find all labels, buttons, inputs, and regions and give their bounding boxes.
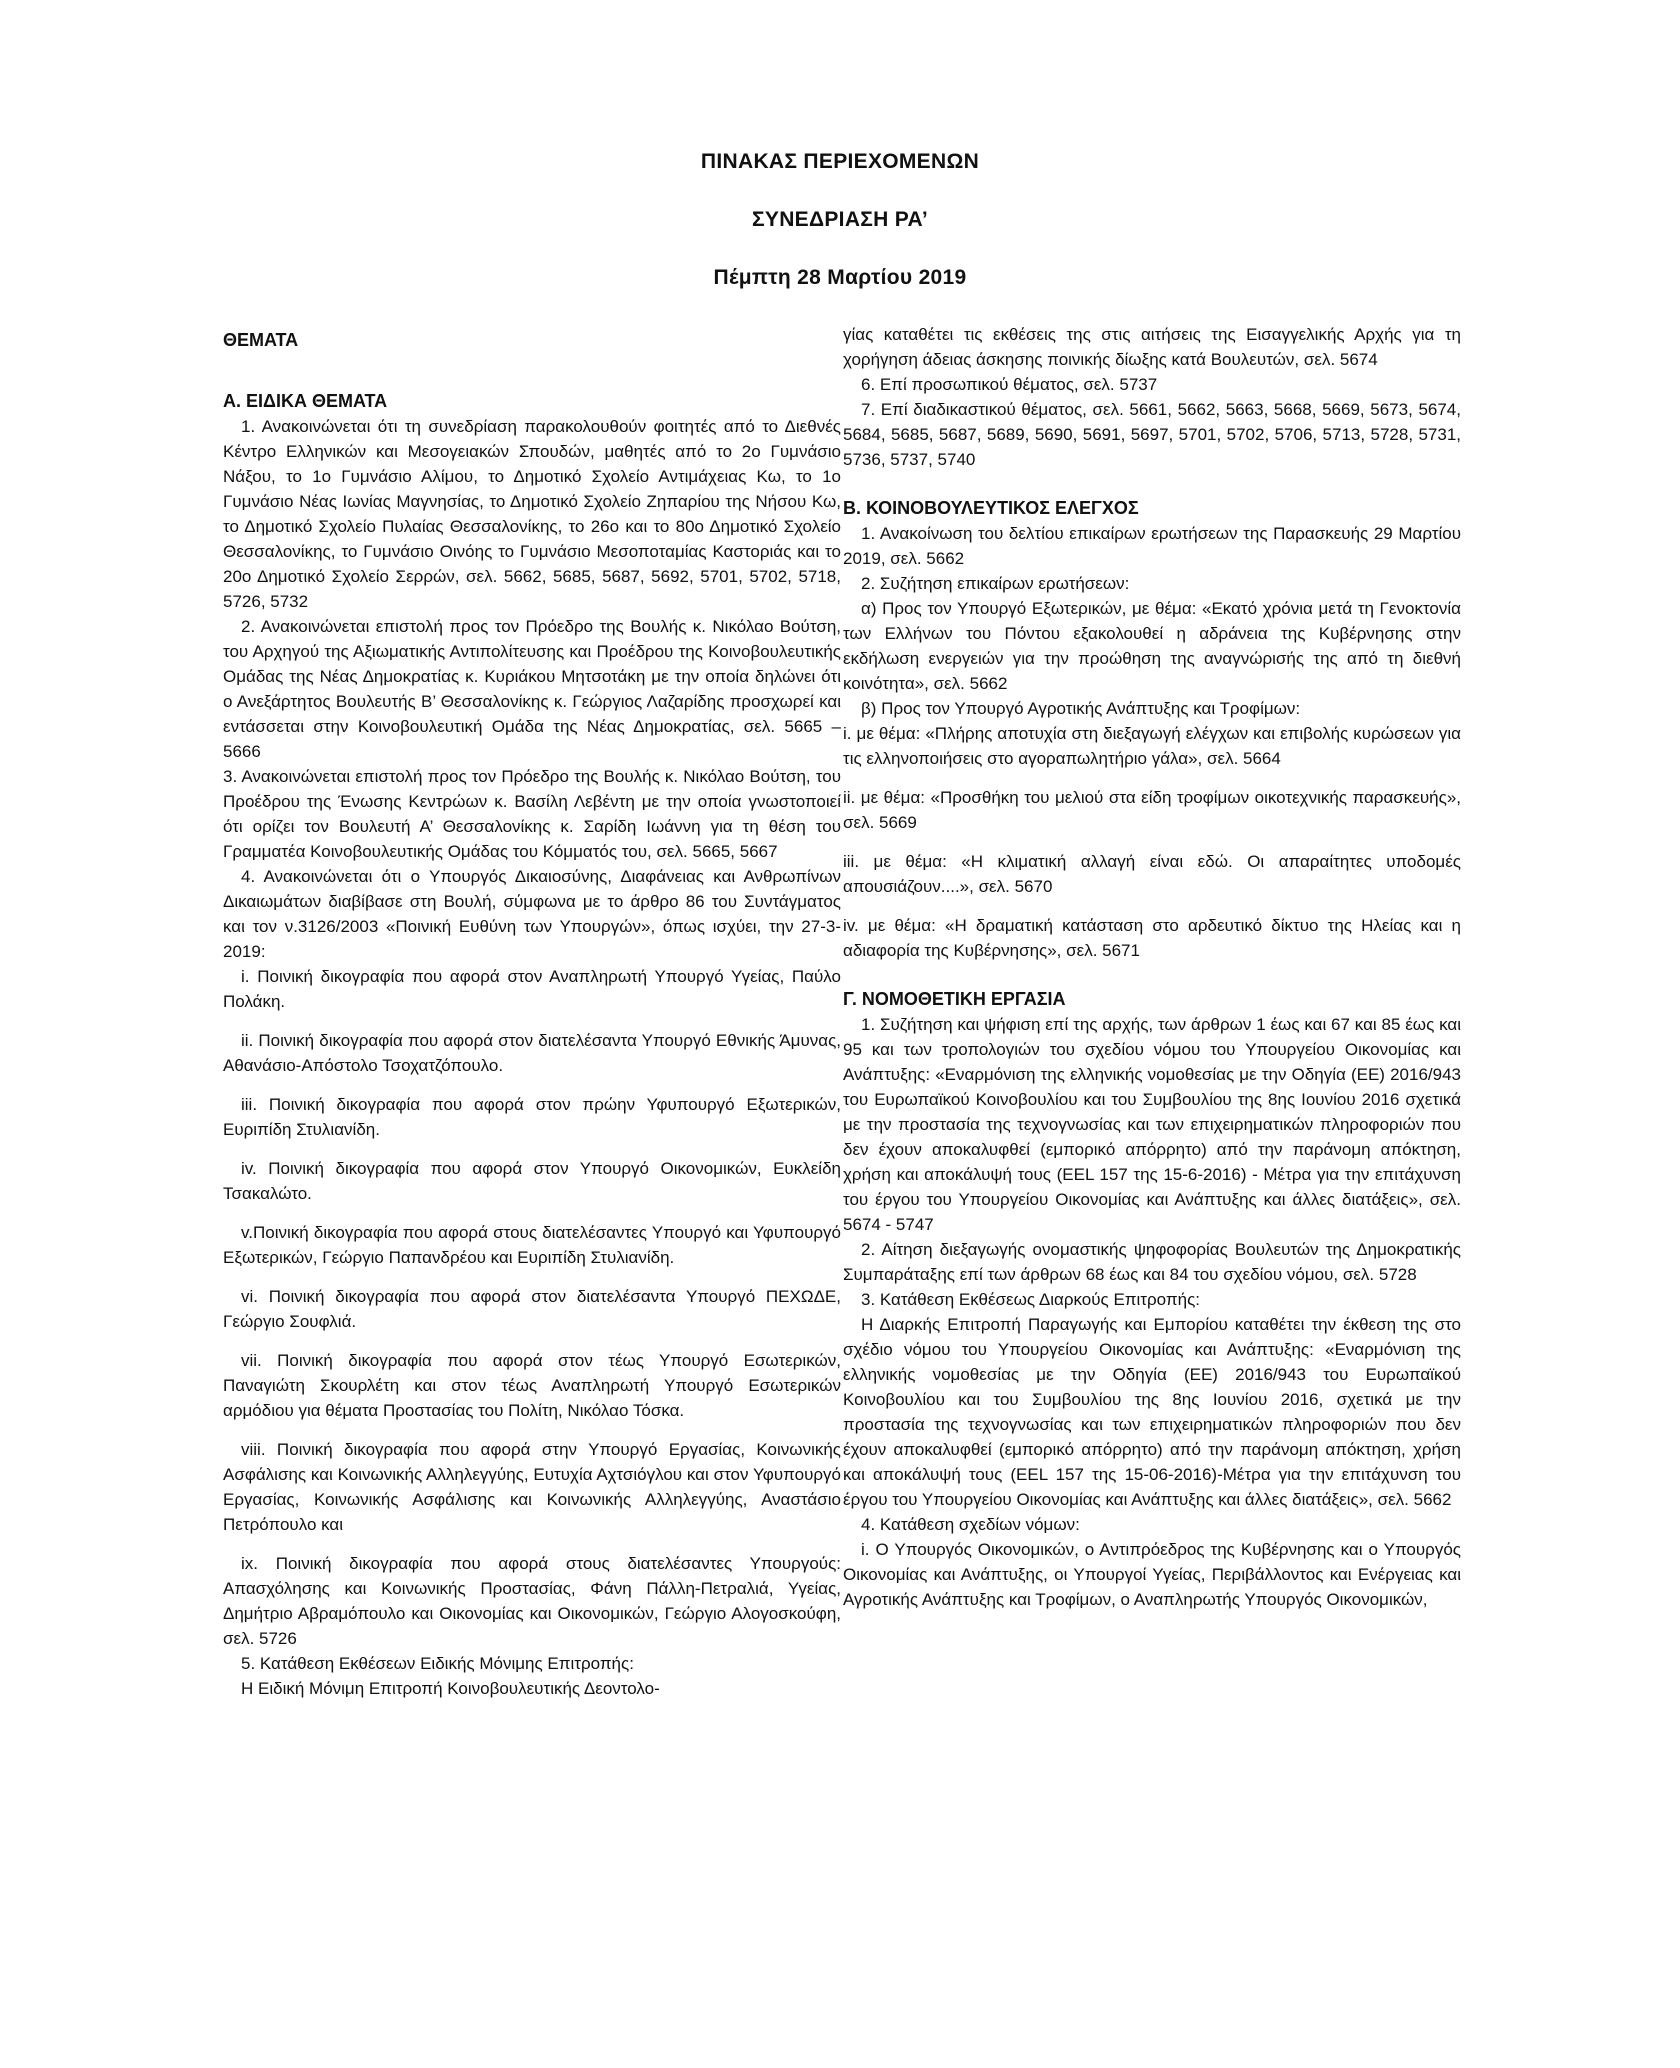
document-header bbox=[0, 150, 1680, 290]
toc-title: ΠΙΝΑΚΑΣ ΠΕΡΙΕΧΟΜΕΝΩΝ bbox=[700, 150, 980, 173]
session-date: Πέμπτη 28 Μαρτίου 2019 bbox=[713, 266, 967, 289]
subitem-vi: vi. Ποινική δικογραφία που αφορά στον διατελέσαντα Υπουργό ΠΕΧΩΔΕ, Γεώργιο Σουφλιά. bbox=[223, 1287, 841, 1331]
item-b2-b-ii: ii. με θέμα: «Προσθήκη του μελιού στα είδη τροφίμων οικοτεχνικής παρασκευής», σελ. 5669 bbox=[843, 788, 1461, 832]
subitem-v: v.Ποινική δικογραφία που αφορά στους διατελέσαντες Υπουργό και Υφυπουργό Εξωτερικών, Γεώργιο Παπανδρέου και Ευριπίδη Στυλιανίδη. bbox=[223, 1223, 841, 1267]
item-a5-text: Η Ειδική Μόνιμη Επιτροπή Κοινοβουλευτικής Δεοντολο- bbox=[241, 1679, 660, 1698]
themata-heading: ΘΕΜΑΤΑ bbox=[223, 330, 299, 350]
item-a4: 4. Ανακοινώνεται ότι ο Υπουργός Δικαιοσύνης, Διαφάνειας και Ανθρωπίνων Δικαιωμάτων διαβίβασε στη Βουλή, σύμφωνα με το άρθρο 86 του Συντάγματος και τον ν.3126/2003 «Ποινική Ευθύνη των Υπουργών», όπως ισχύει, την 27-3-2019: bbox=[223, 867, 841, 961]
right-column bbox=[843, 322, 1461, 1612]
section-a-heading: Α. ΕΙΔΙΚΑ ΘΕΜΑΤΑ bbox=[223, 391, 388, 411]
item-b2-b-iv: iv. με θέμα: «Η δραματική κατάσταση στο αρδευτικό δίκτυο της Ηλείας και η αδιαφορία της Κυβέρνησης», σελ. 5671 bbox=[843, 916, 1461, 960]
item-a5-continued: γίας καταθέτει τις εκθέσεις της στις αιτήσεις της Εισαγγελικής Αρχής για τη χορήγηση άδειας άσκησης ποινικής δίωξης κατά Βουλευτών, σελ. 5674 bbox=[843, 325, 1461, 369]
item-a2: 2. Ανακοινώνεται επιστολή προς τον Πρόεδρο της Βουλής κ. Νικόλαο Βούτση, του Αρχηγού της Αξιωματικής Αντιπολίτευσης και Προέδρου της Κοινοβουλευτικής Ομάδας της Νέας Δημοκρατίας κ. Κυριάκου Μητσοτάκη με την οποία δηλώνει ότι ο Ανεξάρτητος Βουλευτής Β’ Θεσσαλονίκης κ. Γεώργιος Λαζαρίδης προσχωρεί και εντάσσεται στην Κοινοβουλευτική Ομάδα της Νέας Δημοκρατίας, σελ. 5665 – 5666 bbox=[223, 617, 841, 761]
item-b2-b: β) Προς τον Υπουργό Αγροτικής Ανάπτυξης και Τροφίμων: bbox=[861, 699, 1301, 718]
item-g4: 4. Κατάθεση σχεδίων νόμων: bbox=[861, 1515, 1080, 1534]
item-b2-b-iii: iii. με θέμα: «Η κλιματική αλλαγή είναι εδώ. Οι απαραίτητες υποδομές απουσιάζουν....», σελ. 5670 bbox=[843, 852, 1461, 896]
item-g1: 1. Συζήτηση και ψήφιση επί της αρχής, των άρθρων 1 έως και 67 και 85 έως και 95 και των τροπολογιών του σχεδίου νόμου του Υπουργείου Οικονομίας και Ανάπτυξης: «Εναρμόνιση της ελληνικής νομοθεσίας με την Οδηγία (ΕΕ) 2016/943 του Ευρωπαϊκού Κοινοβουλίου και του Συμβουλίου της 8ης Ιουνίου 2016 σχετικά με την προστασία της τεχνογνωσίας και των επιχειρηματικών πληροφοριών που δεν έχουν αποκαλυφθεί (εμπορικό απόρρητο) από την παράνομη απόκτηση, χρήση και αποκάλυψή τους (EEL 157 της 15-6-2016) - Μέτρα για την επιτάχυνση του έργου του Υπουργείου Οικονομίας και Ανάπτυξης και άλλες διατάξεις», σελ. 5674 - 5747 bbox=[843, 1015, 1461, 1234]
subitem-i: i. Ποινική δικογραφία που αφορά στον Αναπληρωτή Υπουργό Υγείας, Παύλο Πολάκη. bbox=[223, 967, 841, 1011]
item-a6: 6. Επί προσωπικού θέματος, σελ. 5737 bbox=[861, 375, 1158, 394]
item-b2-b-i: i. με θέμα: «Πλήρης αποτυχία στη διεξαγωγή ελέγχων και επιβολής κυρώσεων για τις ελληνοποιήσεις στο αγοραπωλητήριο γάλα», σελ. 5664 bbox=[843, 724, 1461, 768]
session-title: ΣΥΝΕΔΡΙΑΣΗ ΡΑ’ bbox=[752, 208, 928, 231]
section-b-heading: Β. ΚΟΙΝΟΒΟΥΛΕΥΤΙΚΟΣ ΕΛΕΓΧΟΣ bbox=[843, 498, 1139, 518]
subitem-iii: iii. Ποινική δικογραφία που αφορά στον πρώην Υφυπουργό Εξωτερικών, Ευριπίδη Στυλιανίδη. bbox=[223, 1095, 841, 1139]
item-b2: 2. Συζήτηση επικαίρων ερωτήσεων: bbox=[861, 574, 1130, 593]
subitem-vii: vii. Ποινική δικογραφία που αφορά στον τέως Υπουργό Εσωτερικών, Παναγιώτη Σκουρλέτη και στον τέως Αναπληρωτή Υπουργό Εσωτερικών αρμόδιου για θέματα Προστασίας του Πολίτη, Νικόλαο Τόσκα. bbox=[223, 1351, 841, 1420]
subitem-viii: viii. Ποινική δικογραφία που αφορά στην Υπουργό Εργασίας, Κοινωνικής Ασφάλισης και Κοινωνικής Αλληλεγγύης, Ευτυχία Αχτσιόγλου και στον Υφυπουργό Εργασίας, Κοινωνικής Ασφάλισης και Κοινωνικής Αλληλεγγύης, Αναστάσιο Πετρόπουλο και bbox=[223, 1440, 841, 1534]
item-b1: 1. Ανακοίνωση του δελτίου επικαίρων ερωτήσεων της Παρασκευής 29 Μαρτίου 2019, σελ. 5662 bbox=[843, 524, 1461, 568]
subitem-ii: ii. Ποινική δικογραφία που αφορά στον διατελέσαντα Υπουργό Εθνικής Άμυνας, Αθανάσιο-Απόστολο Τσοχατζόπουλο. bbox=[223, 1031, 841, 1075]
item-b2-a: α) Προς τον Υπουργό Εξωτερικών, με θέμα: «Εκατό χρόνια μετά τη Γενοκτονία των Ελλήνων του Πόντου εξακολουθεί η αδράνεια της Κυβέρνησης στην εκδήλωση ενεργειών για την προώθηση της αναγνώρισής της από τη διεθνή κοινότητα», σελ. 5662 bbox=[843, 599, 1461, 693]
subitem-iv: iv. Ποινική δικογραφία που αφορά στον Υπουργό Οικονομικών, Ευκλείδη Τσακαλώτο. bbox=[223, 1159, 841, 1203]
subitem-ix: ix. Ποινική δικογραφία που αφορά στους διατελέσαντες Υπουργούς: Απασχόλησης και Κοινωνικής Προστασίας, Φάνη Πάλλη-Πετραλιά, Υγείας, Δημήτριο Αβραμόπουλο και Οικονομίας και Οικονομικών, Γεώργιο Αλογοσκούφη, σελ. 5726 bbox=[223, 1554, 841, 1648]
item-a3: 3. Ανακοινώνεται επιστολή προς τον Πρόεδρο της Βουλής κ. Νικόλαο Βούτση, του Προέδρου της Ένωσης Κεντρώων κ. Βασίλη Λεβέντη με την οποία γνωστοποιεί ότι ορίζει τον Βουλευτή Α’ Θεσσαλονίκης κ. Σαρίδη Ιωάννη για τη θέση του Γραμματέα Κοινοβουλευτικής Ομάδας του Κόμματός του, σελ. 5665, 5667 bbox=[223, 767, 841, 861]
item-g4-a: i. Ο Υπουργός Οικονομικών, ο Αντιπρόεδρος της Κυβέρνησης και ο Υπουργός Οικονομίας και Ανάπτυξης, οι Υπουργοί Υγείας, Περιβάλλοντος και Ενέργειας και Αγροτικής Ανάπτυξης και Τροφίμων, ο Αναπληρωτής Υπουργός Οικονομικών, bbox=[843, 1540, 1461, 1609]
item-a5: 5. Κατάθεση Εκθέσεων Ειδικής Μόνιμης Επιτροπής: bbox=[241, 1654, 634, 1673]
section-g-heading: Γ. ΝΟΜΟΘΕΤΙΚΗ ΕΡΓΑΣΙΑ bbox=[843, 989, 1066, 1009]
item-g2: 2. Αίτηση διεξαγωγής ονομαστικής ψηφοφορίας Βουλευτών της Δημοκρατικής Συμπαράταξης επί των άρθρων 68 έως και 84 του σχεδίου νόμου, σελ. 5728 bbox=[843, 1240, 1461, 1284]
left-column bbox=[223, 328, 841, 1701]
item-a7: 7. Επί διαδικαστικού θέματος, σελ. 5661, 5662, 5663, 5668, 5669, 5673, 5674, 5684, 5685, 5687, 5689, 5690, 5691, 5697, 5701, 5702, 5706, 5713, 5728, 5731, 5736, 5737, 5740 bbox=[843, 400, 1461, 469]
item-a1: 1. Ανακοινώνεται ότι τη συνεδρίαση παρακολουθούν φοιτητές από το Διεθνές Κέντρο Ελληνικών και Μεσογειακών Σπουδών, μαθητές από το 2ο Γυμνάσιο Νάξου, το 1ο Γυμνάσιο Αλίμου, το Δημοτικό Σχολείο Αντιμάχειας Κω, το 1ο Γυμνάσιο Νέας Ιωνίας Μαγνησίας, το Δημοτικό Σχολείο Ζηπαρίου της Νήσου Κω, το Δημοτικό Σχολείο Πυλαίας Θεσσαλονίκης, το 26ο και το 80ο Δημοτικό Σχολείο Θεσσαλονίκης, το Γυμνάσιο Οινόης το Γυμνάσιο Μεσοποταμίας Καστοριάς και το 20ο Δημοτικό Σχολείο Σερρών, σελ. 5662, 5685, 5687, 5692, 5701, 5702, 5718, 5726, 5732 bbox=[223, 417, 841, 611]
item-g3-a: Η Διαρκής Επιτροπή Παραγωγής και Εμπορίου καταθέτει την έκθεση της στο σχέδιο νόμου του Υπουργείου Οικονομίας και Ανάπτυξης: «Εναρμόνιση της ελληνικής νομοθεσίας με την Οδηγία (ΕΕ) 2016/943 του Ευρωπαϊκού Κοινοβουλίου και του Συμβουλίου της 8ης Ιουνίου 2016, σχετικά με την προστασία της τεχνογνωσίας και των επιχειρηματικών πληροφοριών που δεν έχουν αποκαλυφθεί (εμπορικό απόρρητο) από την παράνομη απόκτηση, χρήση και αποκάλυψή τους (EEL 157 της 15-06-2016)-Μέτρα για την επιτάχυνση του έργου του Υπουργείου Οικονομίας και Ανάπτυξης και άλλες διατάξεις», σελ. 5662 bbox=[843, 1315, 1461, 1509]
item-g3: 3. Κατάθεση Εκθέσεως Διαρκούς Επιτροπής: bbox=[861, 1290, 1200, 1309]
